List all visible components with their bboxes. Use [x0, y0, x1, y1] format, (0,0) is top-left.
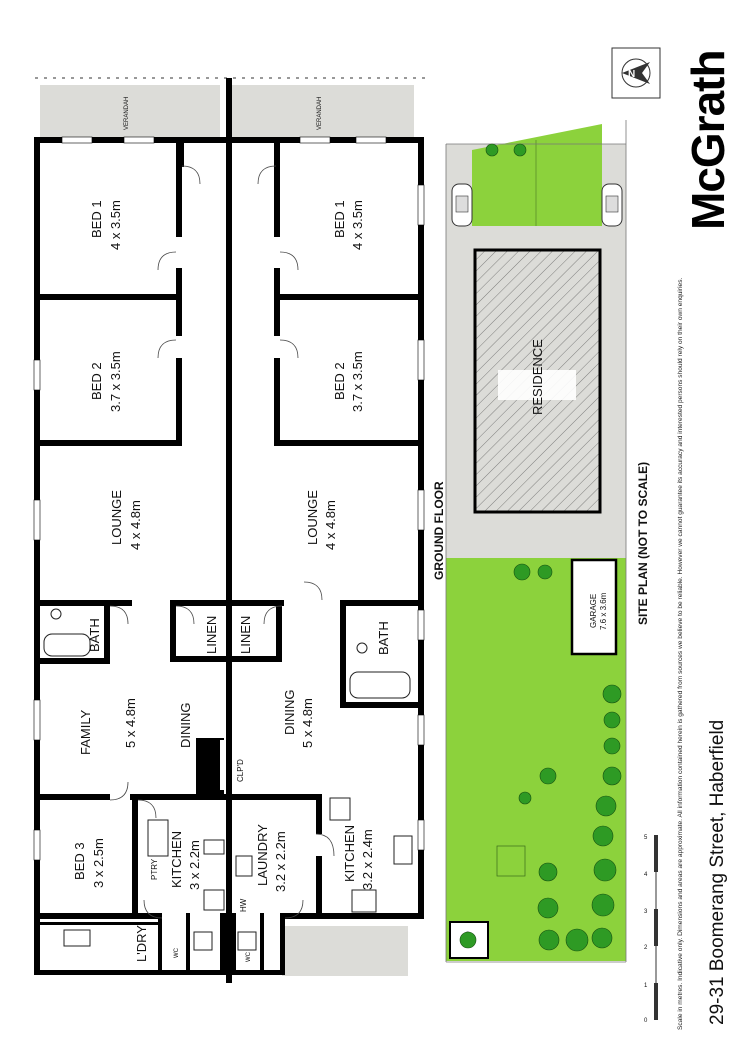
disclaimer-text: Scale in metres. Indicative only. Dimensions and areas are approximate. All information contained herein is gathered from sources we believe to be reliable. However we cannot guarantee its accuracy and interested persons should rely on their own enquiries. [677, 277, 684, 1030]
hot-water-label: HW [239, 898, 248, 912]
laundry-size: 3.2 x 2.2m [273, 831, 288, 892]
pantry-label: PTRY [150, 858, 159, 880]
unit-b-bed1-label: BED 1 [332, 200, 347, 238]
north-arrow-icon [612, 48, 660, 98]
unit-b-wc-label: WC [246, 952, 252, 962]
bed3-label: BED 3 [72, 842, 87, 880]
verandah-a-label: VERANDAH [124, 96, 130, 130]
verandah-a [40, 85, 220, 137]
brand-logo: McGrath [682, 50, 734, 230]
garage-size: 7.6 x 3.6m [599, 592, 608, 630]
front-lawn [472, 124, 602, 226]
verandah-b-label: VERANDAH [317, 96, 323, 130]
unit-b-kitchen-size: 3.2 x 2.4m [360, 829, 375, 890]
site-plan [446, 120, 626, 962]
svg-text:2: 2 [644, 945, 648, 951]
unit-a-kitchen-label: KITCHEN [169, 830, 184, 888]
unit-b-bath-label: BATH [376, 621, 391, 655]
unit-a-bed1-label: BED 1 [89, 200, 104, 238]
ground-floor-heading: GROUND FLOOR [432, 481, 446, 580]
unit-a-bed1-size: 4 x 3.5m [108, 200, 123, 250]
residence-label: RESIDENCE [530, 339, 545, 415]
unit-a-linen-label: LINEN [204, 615, 219, 654]
unit-a-bed2-label: BED 2 [89, 362, 104, 400]
unit-a-bed2-size: 3.7 x 3.5m [108, 351, 123, 412]
unit-b-kitchen-label: KITCHEN [342, 824, 357, 882]
unit-b-linen-label: LINEN [238, 615, 253, 654]
svg-text:N: N [628, 69, 636, 80]
unit-a-bath-label: BATH [87, 618, 102, 652]
verandah-b [232, 85, 414, 137]
bathtub-a [44, 634, 90, 656]
unit-a-lounge-label: LOUNGE [109, 490, 124, 545]
unit-b-bed1-size: 4 x 3.5m [350, 200, 365, 250]
bed3-size: 3 x 2.5m [91, 838, 106, 888]
unit-b-lounge-label: LOUNGE [305, 490, 320, 545]
car-icon [452, 184, 472, 226]
unit-a-wc-label: WC [174, 948, 180, 958]
family-label: FAMILY [78, 709, 93, 755]
svg-text:3: 3 [644, 909, 648, 915]
unit-a-lounge-size: 4 x 4.8m [128, 500, 143, 550]
unit-a-dining-label: DINING [178, 702, 193, 748]
scale-bar [644, 835, 658, 1024]
bathtub-b [350, 672, 410, 698]
address-title: 29-31 Boomerang Street, Haberfield [707, 719, 728, 1025]
ldry-label: L'DRY [134, 925, 149, 962]
svg-text:5: 5 [644, 835, 648, 841]
svg-text:0: 0 [644, 1018, 648, 1024]
cupboard-label: CLP'D [236, 759, 245, 782]
unit-b-dining-label: DINING [282, 689, 297, 735]
svg-text:4: 4 [644, 872, 648, 878]
laundry-label: LAUNDRY [255, 824, 270, 886]
unit-b-bed2-label: BED 2 [332, 362, 347, 400]
unit-b-dining-size: 5 x 4.8m [300, 698, 315, 748]
car-icon [602, 184, 622, 226]
unit-b-lounge-size: 4 x 4.8m [323, 500, 338, 550]
site-plan-heading: SITE PLAN (NOT TO SCALE) [636, 461, 650, 625]
unit-b-bed2-size: 3.7 x 3.5m [350, 351, 365, 412]
family-size: 5 x 4.8m [123, 698, 138, 748]
unit-a-kitchen-size: 3 x 2.2m [187, 840, 202, 890]
svg-text:1: 1 [644, 983, 648, 989]
garage-label: GARAGE [589, 593, 598, 628]
